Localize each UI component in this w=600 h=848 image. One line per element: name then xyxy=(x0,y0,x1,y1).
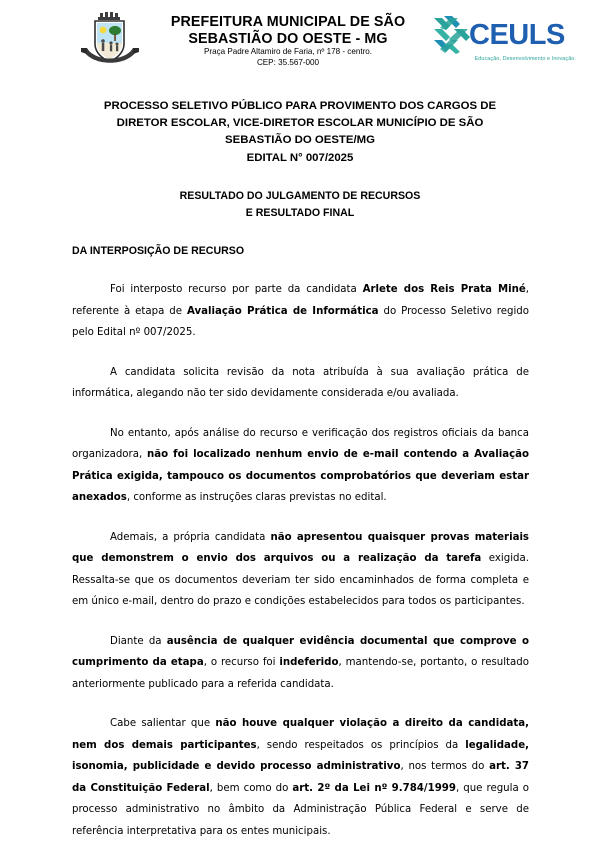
paragraph-3 xyxy=(72,423,529,509)
ceuls-wordmark: CEULS xyxy=(469,19,565,51)
title-line-2: DIRETOR ESCOLAR, VICE-DIRETOR ESCOLAR MUNICÍPIO DE SÃO xyxy=(116,117,484,130)
p1-bold-candidate-name: Arlete dos Reis Prata Miné xyxy=(362,284,526,296)
p3-text-2: , conforme as instruções claras previstas no edital. xyxy=(126,492,387,504)
org-cep: CEP: 35.567-000 xyxy=(256,57,320,67)
title-line-1: PROCESSO SELETIVO PÚBLICO PARA PROVIMENTO DOS CARGOS DE xyxy=(103,100,497,112)
p6-bold-principles: legalidade, isonomia, publicidade e devido processo administrativo xyxy=(72,739,529,773)
p3-text-1: No entanto, após análise do recurso e verificação dos registros oficiais da banca organizadora, xyxy=(72,427,529,461)
p6-bold-constitution-article: art. 37 da Constituição Federal xyxy=(72,761,529,794)
p1-bold-stage-name: Avaliação Prática de Informática xyxy=(186,305,379,317)
p6-text-2: , sendo respeitados os princípios da xyxy=(256,739,466,751)
paragraph-6 xyxy=(72,713,529,842)
letterhead xyxy=(0,0,600,78)
p6-text-3: , nos termos do xyxy=(400,761,490,773)
ceuls-chevron-mark-icon xyxy=(430,14,474,56)
title-line-3: SEBASTIÃO DO OESTE/MG xyxy=(225,134,375,147)
document-subtitle xyxy=(62,188,538,222)
p6-bold-no-rights-violation: não houve qualquer violação a direito da candidata, nem dos demais participantes xyxy=(72,718,529,751)
paragraph-5 xyxy=(72,631,529,696)
p5-bold-absence-of-evidence: ausência de qualquer evidência documental que comprove o cumprimento da etapa xyxy=(72,635,529,669)
p5-text-2: , o recurso foi xyxy=(203,657,280,669)
p6-text-1: Cabe salientar que xyxy=(110,718,216,730)
p1-text-3: do Processo Seletivo regido pelo Edital nº 007/2025. xyxy=(72,305,529,339)
p6-text-5: , que regula o processo administrativo no âmbito da Administração Pública Federal e serve de referência interpretativa para os entes municipais. xyxy=(72,782,529,837)
org-name-line2: SEBASTIÃO DO OESTE - MG xyxy=(188,30,388,47)
section-heading: DA INTERPOSIÇÃO DE RECURSO xyxy=(72,245,245,258)
ceuls-tagline: Educação, Desenvolvimento e Inovação. xyxy=(474,56,576,62)
p1-text-1: Foi interposto recurso por parte da candidata xyxy=(110,284,363,296)
paragraph-4 xyxy=(72,527,529,613)
paragraph-1 xyxy=(72,279,529,344)
p5-bold-decision: indeferido xyxy=(279,657,339,669)
p2-text-1: A candidata solicita revisão da nota atribuída à sua avaliação prática de informática, alegando não ter sido devidamente considerada e/ou avaliada. xyxy=(72,366,529,400)
subtitle-line-2: E RESULTADO FINAL xyxy=(245,206,355,219)
p5-text-1: Diante da xyxy=(110,635,167,647)
paragraph-2 xyxy=(72,362,529,405)
document-body xyxy=(72,279,529,842)
p4-text-2: exigida. Ressalta-se que os documentos deveriam ter sido encaminhados de forma completa e em único e-mail, dentro do prazo e condições estabelecidos para todos os participantes. xyxy=(72,553,530,608)
municipal-coat-of-arms-icon xyxy=(78,10,142,72)
p1-text-2: , referente à etapa de xyxy=(72,284,529,317)
p6-bold-law-article: art. 2º da Lei nº 9.784/1999 xyxy=(292,782,456,794)
subtitle-line-1: RESULTADO DO JULGAMENTO DE RECURSOS xyxy=(179,189,421,202)
ceuls-logo xyxy=(430,14,578,68)
title-line-4: EDITAL N° 007/2025 xyxy=(246,151,354,164)
p5-text-3: , mantendo-se, portanto, o resultado anteriormente publicado para a referida candidata. xyxy=(72,657,529,690)
p6-text-4: , bem como do xyxy=(209,782,293,794)
document-title xyxy=(62,98,538,167)
p3-bold-no-email-found: não foi localizado nenhum envio de e-mail contendo a Avaliação Prática exigida, tampouco os documentos comprobatórios que deveriam estar anexados xyxy=(72,449,529,504)
p4-text-1: Ademais, a própria candidata xyxy=(110,531,271,543)
org-address: Praça Padre Altamiro de Faria, nº 178 - centro. xyxy=(203,47,373,56)
p4-bold-no-evidence: não apresentou quaisquer provas materiais que demonstrem o envio dos arquivos ou a realização da tarefa xyxy=(72,531,529,565)
organization-block xyxy=(142,14,430,68)
org-name-line1: PREFEITURA MUNICIPAL DE SÃO xyxy=(170,14,406,30)
